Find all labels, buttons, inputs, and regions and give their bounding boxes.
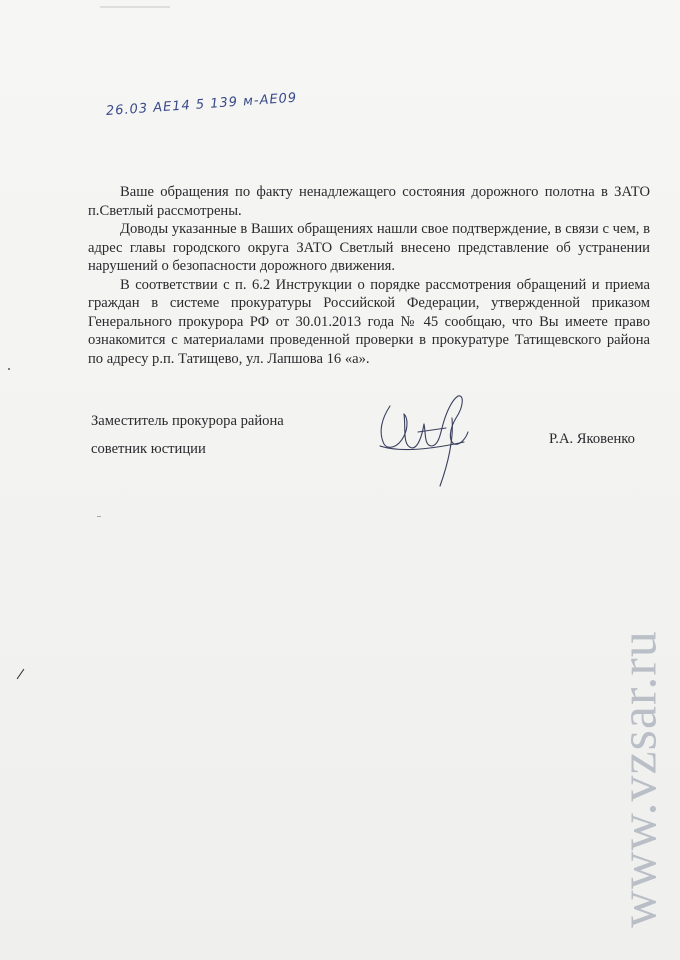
handwritten-signature bbox=[368, 388, 478, 488]
paragraph-2: Доводы указанные в Ваших обращениях нашли свое подтверждение, в связи с чем, в адрес главы городского округа ЗАТО Светлый внесено представление об устранении нарушений о безопасности дорожного движения. bbox=[88, 221, 650, 274]
letter-body bbox=[88, 183, 650, 368]
watermark-text: www.vzsar.ru bbox=[610, 630, 668, 928]
scan-artifact bbox=[100, 6, 170, 8]
scan-speck bbox=[97, 516, 101, 517]
paragraph-3: В соответствии с п. 6.2 Инструкции о порядке рассмотрения обращений и приема граждан в системе прокуратуры Российской Федерации, утвержденной приказом Генерального прокурора РФ от 30.01.2013 года № 45 сообщаю, что Вы имеете право ознакомится с материалами проведенной проверки в прокуратуре Татищевского района по адресу р.п. Татищево, ул. Лапшова 16 «а». bbox=[88, 276, 650, 367]
site-watermark bbox=[601, 614, 677, 944]
signer-name: Р.А. Яковенко bbox=[549, 431, 635, 447]
handwritten-reference-number: 26.03 АЕ14 5 139 м-АЕ09 bbox=[105, 90, 298, 119]
signer-position: Заместитель прокурора района bbox=[91, 413, 284, 429]
scan-speck bbox=[17, 669, 25, 679]
paragraph-1: Ваше обращения по факту ненадлежащего состояния дорожного полотна в ЗАТО п.Светлый рассмотрены. bbox=[88, 184, 650, 219]
signer-rank: советник юстиции bbox=[91, 441, 206, 457]
scan-speck bbox=[8, 368, 10, 370]
